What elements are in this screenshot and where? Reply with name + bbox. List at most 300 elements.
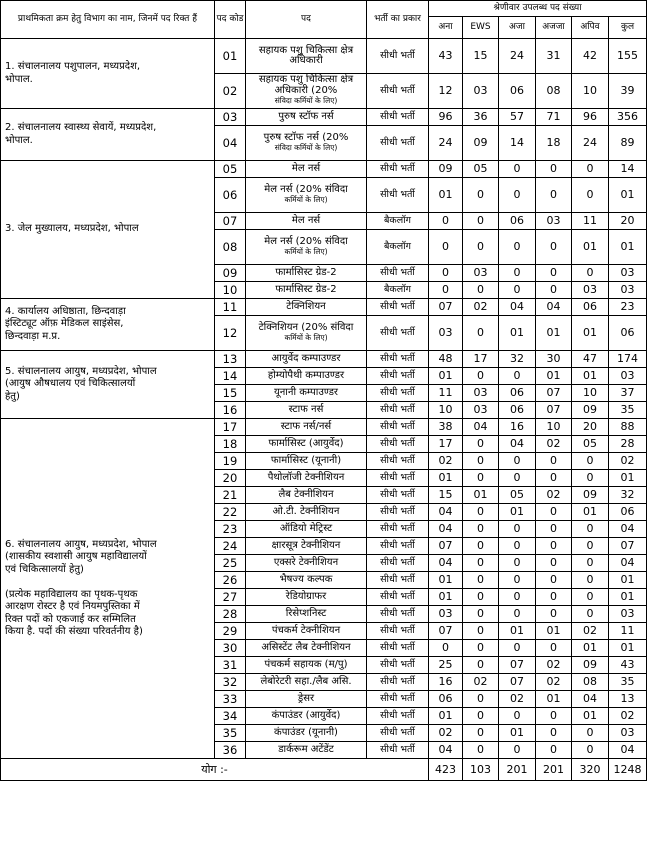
recruitment-type: सीधी भर्ती: [367, 606, 429, 623]
department-line: 3. जेल मुख्यालय, मध्यप्रदेश, भोपाल: [5, 223, 139, 235]
category-count: 0: [463, 691, 499, 708]
category-count: 0: [536, 282, 572, 299]
category-count: 04: [429, 555, 463, 572]
category-count: 0: [499, 230, 536, 265]
category-count: 01: [609, 470, 647, 487]
category-count: 07: [536, 402, 572, 419]
department-line: 2. संचालनालय स्वास्थ्य सेवायें, मध्यप्रदेश,: [5, 122, 157, 133]
category-count: 0: [499, 282, 536, 299]
table-row: [1, 109, 647, 126]
category-count: 30: [536, 351, 572, 368]
recruitment-type: सीधी भर्ती: [367, 691, 429, 708]
post-code: 19: [215, 453, 246, 470]
category-count: 0: [499, 589, 536, 606]
recruitment-type: सीधी भर्ती: [367, 178, 429, 213]
department-line: (आयुष औषधालय एवं चिकित्सालयों: [5, 378, 136, 390]
category-count: 02: [499, 691, 536, 708]
category-count: 0: [463, 708, 499, 725]
post-code: 11: [215, 299, 246, 316]
category-count: 04: [609, 521, 647, 538]
category-count: 01: [572, 708, 609, 725]
category-count: 06: [499, 74, 536, 109]
post-code: 20: [215, 470, 246, 487]
post-name: रिसेप्शनिस्ट: [285, 607, 327, 619]
category-count: 07: [429, 299, 463, 316]
post-name-cell: [246, 589, 367, 606]
header-category: कुल: [609, 17, 647, 39]
category-count: 03: [463, 74, 499, 109]
category-count: 06: [572, 299, 609, 316]
post-name: ओ.टी. टेक्नीशियन: [272, 505, 340, 517]
category-count: 10: [536, 419, 572, 436]
category-count: 20: [572, 419, 609, 436]
category-count: 0: [536, 742, 572, 759]
post-code: 07: [215, 213, 246, 230]
category-count: 01: [609, 640, 647, 657]
post-name-cell: [246, 265, 367, 282]
department-cell: [1, 109, 215, 161]
post-name: मेल नर्स: [291, 214, 321, 226]
category-count: 01: [609, 178, 647, 213]
department-line: 5. संचालनालय आयुष, मध्यप्रदेश, भोपाल: [5, 365, 157, 377]
category-count: 0: [463, 589, 499, 606]
category-count: 0: [536, 572, 572, 589]
category-count: 43: [609, 657, 647, 674]
post-code: 35: [215, 725, 246, 742]
total-label: योग :-: [1, 759, 429, 781]
post-name: पुरुष स्टॉफ नर्स: [278, 110, 334, 122]
recruitment-type: सीधी भर्ती: [367, 487, 429, 504]
category-count: 20: [609, 213, 647, 230]
post-name-cell: [246, 230, 367, 265]
post-name: पंचकर्म सहायक (म/पु): [264, 658, 348, 670]
recruitment-type: सीधी भर्ती: [367, 521, 429, 538]
table-row: [1, 161, 647, 178]
category-count: 01: [536, 691, 572, 708]
post-note: संविदा कर्मियों के लिए): [274, 143, 338, 152]
category-count: 0: [572, 725, 609, 742]
category-count: 0: [536, 521, 572, 538]
category-count: 0: [463, 316, 499, 351]
category-count: 02: [463, 674, 499, 691]
category-count: 0: [463, 725, 499, 742]
table-row: [1, 419, 647, 436]
category-count: 07: [536, 385, 572, 402]
post-name: सहायक पशु चिकित्सा क्षेत्र अधिकारी: [258, 44, 354, 66]
recruitment-type: सीधी भर्ती: [367, 555, 429, 572]
category-count: 02: [536, 487, 572, 504]
category-count: 01: [572, 504, 609, 521]
category-count: 0: [536, 178, 572, 213]
recruitment-type: सीधी भर्ती: [367, 504, 429, 521]
category-count: 10: [572, 385, 609, 402]
recruitment-type: बैकलॉग: [367, 230, 429, 265]
category-count: 25: [429, 657, 463, 674]
category-count: 11: [429, 385, 463, 402]
post-code: 15: [215, 385, 246, 402]
category-count: 10: [429, 402, 463, 419]
post-note: कर्मियों के लिए): [284, 247, 328, 256]
category-count: 36: [463, 109, 499, 126]
category-count: 42: [572, 39, 609, 74]
category-count: 0: [463, 623, 499, 640]
category-count: 0: [429, 282, 463, 299]
category-count: 01: [429, 368, 463, 385]
category-count: 05: [499, 487, 536, 504]
post-name-cell: [246, 538, 367, 555]
recruitment-type: सीधी भर्ती: [367, 674, 429, 691]
category-count: 09: [572, 402, 609, 419]
category-count: 07: [429, 623, 463, 640]
recruitment-type: सीधी भर्ती: [367, 161, 429, 178]
category-count: 0: [463, 213, 499, 230]
post-name-cell: [246, 606, 367, 623]
recruitment-type: सीधी भर्ती: [367, 316, 429, 351]
category-count: 24: [572, 126, 609, 161]
category-count: 0: [536, 161, 572, 178]
category-count: 03: [572, 282, 609, 299]
category-count: 0: [536, 538, 572, 555]
post-code: 26: [215, 572, 246, 589]
recruitment-type: सीधी भर्ती: [367, 470, 429, 487]
department-line: भोपाल.: [5, 134, 33, 146]
header-department: प्राथमिकता क्रम हेतु विभाग का नाम, जिनमें पद रिक्त हैं: [1, 1, 215, 39]
category-count: 02: [536, 674, 572, 691]
category-count: 43: [429, 39, 463, 74]
category-count: 06: [609, 504, 647, 521]
category-count: 96: [429, 109, 463, 126]
category-count: 37: [609, 385, 647, 402]
category-count: 0: [499, 572, 536, 589]
table-body: [1, 39, 647, 781]
category-count: 07: [499, 657, 536, 674]
category-count: 09: [572, 657, 609, 674]
category-count: 04: [609, 555, 647, 572]
post-name: असिस्टेंट लैब टेक्नीशियन: [261, 641, 351, 653]
recruitment-type: सीधी भर्ती: [367, 109, 429, 126]
category-count: 96: [572, 109, 609, 126]
category-count: 0: [499, 178, 536, 213]
category-count: 88: [609, 419, 647, 436]
post-code: 28: [215, 606, 246, 623]
post-name-cell: [246, 161, 367, 178]
category-count: 04: [536, 299, 572, 316]
category-count: 0: [536, 589, 572, 606]
post-name: पुरुष स्टॉफ नर्स (20%: [263, 131, 349, 143]
post-name-cell: [246, 742, 367, 759]
post-code: 31: [215, 657, 246, 674]
department-line: एवं चिकित्सालयों हेतु): [5, 563, 84, 575]
recruitment-type: बैकलॉग: [367, 213, 429, 230]
category-count: 10: [572, 74, 609, 109]
category-count: 16: [429, 674, 463, 691]
header-category: अजजा: [536, 17, 572, 39]
category-count: 01: [499, 725, 536, 742]
header-type: भर्ती का प्रकार: [367, 1, 429, 39]
category-count: 0: [463, 178, 499, 213]
table-row: [1, 351, 647, 368]
category-count: 03: [609, 606, 647, 623]
department-cell: [1, 161, 215, 299]
category-count: 05: [572, 436, 609, 453]
department-line: 4. कार्यालय अधिष्ठाता, छिन्दवाड़ा: [5, 305, 126, 317]
category-count: 0: [463, 657, 499, 674]
category-count: 17: [463, 351, 499, 368]
post-code: 09: [215, 265, 246, 282]
category-count: 01: [609, 589, 647, 606]
post-name: कंपाउंडर (यूनानी): [274, 726, 338, 738]
category-count: 0: [536, 230, 572, 265]
table-header: [1, 1, 647, 39]
post-name-cell: [246, 640, 367, 657]
department-line: (प्रत्येक महाविद्यालय का पृथक-पृथक: [5, 588, 138, 600]
category-count: 0: [463, 742, 499, 759]
category-count: 07: [609, 538, 647, 555]
category-count: 02: [429, 725, 463, 742]
category-count: 0: [572, 521, 609, 538]
post-code: 27: [215, 589, 246, 606]
department-line: 6. संचालनालय आयुष, मध्यप्रदेश, भोपाल: [5, 538, 157, 550]
post-name-cell: [246, 178, 367, 213]
header-category-group: श्रेणीवार उपलब्ध पद संख्या: [429, 1, 647, 17]
category-count: 0: [572, 538, 609, 555]
category-count: 0: [499, 538, 536, 555]
post-name-cell: [246, 521, 367, 538]
table-row: [1, 299, 647, 316]
category-count: 06: [429, 691, 463, 708]
department-line: (शासकीय स्वशासी आयुष महाविद्यालयों: [5, 551, 147, 562]
category-count: 0: [536, 555, 572, 572]
post-code: 14: [215, 368, 246, 385]
recruitment-type: सीधी भर्ती: [367, 538, 429, 555]
post-name-cell: [246, 39, 367, 74]
category-count: 16: [499, 419, 536, 436]
category-count: 01: [499, 623, 536, 640]
post-code: 05: [215, 161, 246, 178]
recruitment-type: सीधी भर्ती: [367, 436, 429, 453]
department-cell: [1, 351, 215, 419]
post-name: टेक्निशियन (20% संविदा: [258, 321, 354, 333]
category-count: 32: [609, 487, 647, 504]
category-count: 0: [536, 708, 572, 725]
post-code: 08: [215, 230, 246, 265]
post-code: 25: [215, 555, 246, 572]
category-count: 89: [609, 126, 647, 161]
header-category: अजा: [499, 17, 536, 39]
category-count: 02: [463, 299, 499, 316]
post-code: 22: [215, 504, 246, 521]
post-name-cell: [246, 470, 367, 487]
category-count: 03: [609, 282, 647, 299]
category-count: 0: [463, 555, 499, 572]
category-count: 48: [429, 351, 463, 368]
recruitment-type: सीधी भर्ती: [367, 368, 429, 385]
post-name-cell: [246, 708, 367, 725]
post-code: 30: [215, 640, 246, 657]
category-count: 32: [499, 351, 536, 368]
post-note: संविदा कर्मियों के लिए): [274, 96, 338, 106]
category-count: 02: [572, 623, 609, 640]
recruitment-type: सीधी भर्ती: [367, 453, 429, 470]
category-count: 09: [463, 126, 499, 161]
post-name: भैषज्य कल्पक: [279, 573, 333, 585]
post-name: फार्मासिस्ट ग्रेड-2: [275, 283, 337, 295]
recruitment-type: सीधी भर्ती: [367, 39, 429, 74]
category-count: 01: [536, 368, 572, 385]
category-count: 0: [499, 606, 536, 623]
category-count: 01: [536, 623, 572, 640]
header-category: EWS: [463, 17, 499, 39]
category-count: 04: [429, 742, 463, 759]
category-count: 0: [499, 708, 536, 725]
category-count: 14: [499, 126, 536, 161]
category-count: 0: [572, 572, 609, 589]
category-count: 08: [536, 74, 572, 109]
post-name: ड्रेसर: [297, 692, 315, 704]
category-count: 02: [609, 708, 647, 725]
post-name: क्षारसूत्र टेक्नीशियन: [271, 539, 341, 551]
post-name-cell: [246, 282, 367, 299]
category-count: 0: [463, 538, 499, 555]
post-name-cell: [246, 674, 367, 691]
category-count: 03: [463, 265, 499, 282]
header-code: पद कोड: [215, 1, 246, 39]
department-line: भोपाल.: [5, 73, 33, 85]
total-count: 1248: [609, 759, 647, 781]
category-count: 0: [463, 521, 499, 538]
category-count: 11: [609, 623, 647, 640]
category-count: 57: [499, 109, 536, 126]
category-count: 0: [536, 725, 572, 742]
category-count: 0: [572, 178, 609, 213]
category-count: 18: [536, 126, 572, 161]
category-count: 0: [572, 742, 609, 759]
category-count: 01: [429, 708, 463, 725]
post-code: 01: [215, 39, 246, 74]
category-count: 02: [536, 657, 572, 674]
category-count: 01: [429, 572, 463, 589]
category-count: 0: [572, 453, 609, 470]
post-name-cell: [246, 299, 367, 316]
category-count: 07: [429, 538, 463, 555]
category-count: 04: [572, 691, 609, 708]
category-count: 03: [463, 402, 499, 419]
category-count: 31: [536, 39, 572, 74]
post-name-cell: [246, 572, 367, 589]
recruitment-type: सीधी भर्ती: [367, 742, 429, 759]
category-count: 06: [499, 385, 536, 402]
recruitment-type: सीधी भर्ती: [367, 402, 429, 419]
category-count: 02: [429, 453, 463, 470]
post-name: फार्मासिस्ट (आयुर्वेद): [268, 437, 344, 449]
category-count: 35: [609, 674, 647, 691]
category-count: 09: [429, 161, 463, 178]
post-name-cell: [246, 691, 367, 708]
category-count: 0: [463, 453, 499, 470]
category-count: 0: [463, 436, 499, 453]
post-name-cell: [246, 402, 367, 419]
category-count: 0: [463, 368, 499, 385]
total-count: 320: [572, 759, 609, 781]
post-code: 12: [215, 316, 246, 351]
recruitment-type: सीधी भर्ती: [367, 385, 429, 402]
recruitment-type: सीधी भर्ती: [367, 725, 429, 742]
category-count: 14: [609, 161, 647, 178]
category-count: 0: [572, 265, 609, 282]
category-count: 38: [429, 419, 463, 436]
category-count: 24: [499, 39, 536, 74]
category-count: 24: [429, 126, 463, 161]
category-count: 06: [499, 213, 536, 230]
post-note: कर्मियों के लिए): [284, 333, 328, 342]
post-code: 13: [215, 351, 246, 368]
post-name-cell: [246, 436, 367, 453]
category-count: 09: [572, 487, 609, 504]
category-count: 0: [572, 606, 609, 623]
post-name: एक्सरे टेक्नीशियन: [273, 556, 339, 568]
category-count: 04: [499, 436, 536, 453]
category-count: 01: [536, 316, 572, 351]
category-count: 03: [463, 385, 499, 402]
category-count: 174: [609, 351, 647, 368]
post-name: ऑडियो मेट्रिस्ट: [279, 522, 333, 534]
post-name-cell: [246, 725, 367, 742]
department-cell: [1, 299, 215, 351]
recruitment-type: सीधी भर्ती: [367, 74, 429, 109]
header-category: अपिव: [572, 17, 609, 39]
post-name: डार्करूम अटेंडेंट: [278, 743, 334, 755]
category-count: 0: [499, 470, 536, 487]
post-name: मेल नर्स (20% संविदा: [264, 183, 348, 195]
recruitment-type: सीधी भर्ती: [367, 351, 429, 368]
category-count: 0: [463, 572, 499, 589]
recruitment-type: सीधी भर्ती: [367, 623, 429, 640]
category-count: 07: [499, 674, 536, 691]
category-count: 356: [609, 109, 647, 126]
category-count: 01: [572, 640, 609, 657]
category-count: 0: [499, 640, 536, 657]
post-name: कंपाउंडर (आयुर्वेद): [271, 709, 341, 721]
post-name: फार्मासिस्ट ग्रेड-2: [275, 266, 337, 278]
post-code: 24: [215, 538, 246, 555]
category-count: 23: [609, 299, 647, 316]
recruitment-type: सीधी भर्ती: [367, 708, 429, 725]
post-code: 16: [215, 402, 246, 419]
post-name: आयुर्वेद कम्पाउण्डर: [271, 352, 341, 364]
post-code: 32: [215, 674, 246, 691]
category-count: 04: [463, 419, 499, 436]
post-name: पंचकर्म टेक्नीशियन: [271, 624, 341, 636]
category-count: 0: [429, 213, 463, 230]
category-count: 12: [429, 74, 463, 109]
category-count: 01: [429, 589, 463, 606]
category-count: 15: [429, 487, 463, 504]
post-name-cell: [246, 213, 367, 230]
department-cell: [1, 39, 215, 109]
recruitment-type: सीधी भर्ती: [367, 265, 429, 282]
category-count: 15: [463, 39, 499, 74]
total-count: 423: [429, 759, 463, 781]
post-name: स्टाफ नर्स: [288, 403, 324, 415]
category-count: 0: [536, 640, 572, 657]
post-code: 33: [215, 691, 246, 708]
category-count: 28: [609, 436, 647, 453]
post-name: रेडियोग्राफर: [285, 590, 327, 602]
category-count: 01: [499, 504, 536, 521]
department-cell: [1, 419, 215, 759]
post-name-cell: [246, 487, 367, 504]
category-count: 0: [499, 161, 536, 178]
